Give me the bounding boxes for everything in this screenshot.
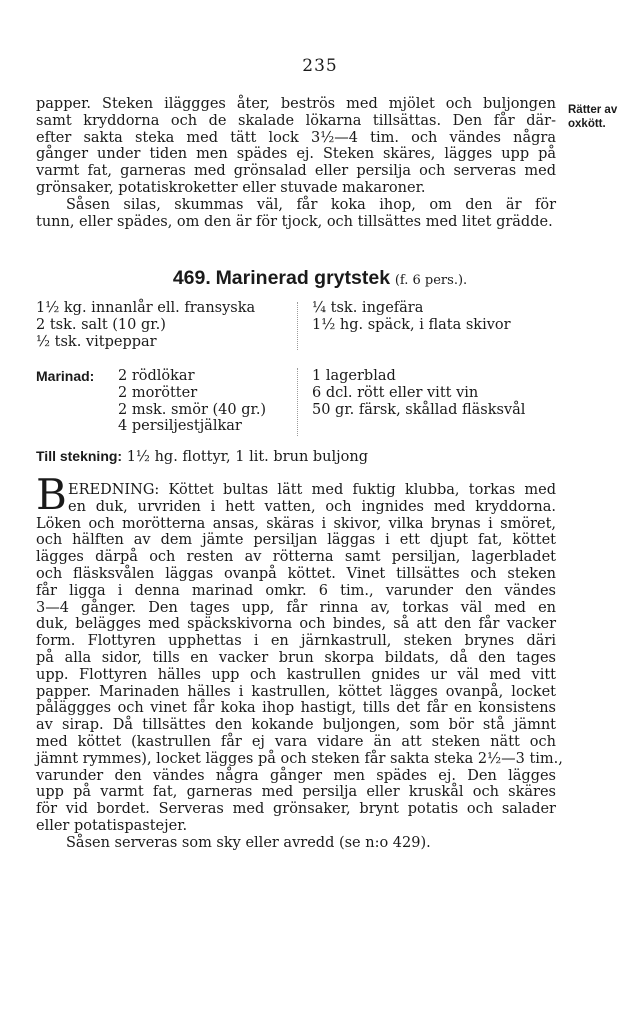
frying-text: 1½ hg. flottyr, 1 lit. brun buljong xyxy=(126,449,368,465)
text-line: duk, belägges med späckskivorna och bindes, så att den får vacker xyxy=(36,616,556,633)
ingredient: 4 persiljestjälkar xyxy=(118,418,242,435)
text-line: får ligga i denna marinad omkr. 6 tim., varunder den vändes xyxy=(36,582,556,599)
text-line: papper. Steken iläggges åter, beströs med mjölet och buljongen xyxy=(36,96,556,112)
text-line: med köttet (kastrullen får ej vara vidare än att steken nätt och xyxy=(36,733,556,750)
text-line: och hälften av dem jämte persiljan läggas i ett djupt fat, köttet xyxy=(36,532,556,549)
recipe-title xyxy=(0,267,640,290)
ingredient: 6 dcl. rött eller vitt vin xyxy=(312,384,479,401)
text-line: eller potatispastejer. xyxy=(36,817,188,834)
method-paragraph xyxy=(36,482,563,852)
marinade-left xyxy=(118,368,266,435)
ingredient: 1½ hg. späck, i flata skivor xyxy=(312,316,511,333)
text-line: Löken och morötterna ansas, skäras i skivor, vilka brynas i smöret, xyxy=(36,515,556,532)
text-line: jämnt rymmes), locket lägges på och steken får sakta steka 2½—3 tim., xyxy=(36,750,563,767)
ingredient: ½ tsk. vitpeppar xyxy=(36,333,157,350)
frying-label: Till stekning: xyxy=(36,448,123,464)
recipe-number: 469. xyxy=(172,267,211,289)
margin-note-line: Rätter av xyxy=(568,104,618,116)
text-line: varmt fat, garneras med grönsalad eller persilja och serveras med xyxy=(36,163,556,180)
drop-cap: B xyxy=(36,470,67,519)
column-divider xyxy=(297,302,298,350)
ingredient: 1½ kg. innanlår ell. fransyska xyxy=(36,300,256,316)
ingredient: 2 rödlökar xyxy=(118,368,195,384)
recipe-name: Marinerad grytstek xyxy=(215,267,391,289)
text-line: för vid bordet. Serveras med grönsaker, brynt potatis och salader xyxy=(36,801,556,818)
text-line: upp. Flottyren hälles upp och kastrullen gnides ur väl med vitt xyxy=(36,666,556,683)
closing-line: Såsen serveras som sky eller avredd (se n:o 429). xyxy=(66,834,431,851)
text-line: tunn, eller spädes, om den är för tjock, och tillsättes med litet grädde. xyxy=(36,213,553,230)
text-line: efter sakta steka med tätt lock 3½—4 tim. och vändes några xyxy=(36,129,556,146)
text-line: samt kryddorna och de skalade lökarna tillsättas. Den får där- xyxy=(36,112,556,129)
text-line: Såsen silas, skummas väl, får koka ihop, om den är för xyxy=(66,196,556,213)
text-line: av sirap. Då tillsättes den kokande buljongen, som bör stå jämnt xyxy=(36,717,556,734)
ingredient: 50 gr. färsk, skållad fläsksvål xyxy=(312,401,526,418)
text-line: påläggges och vinet får koka ihop hastigt, tills det får en konsistens xyxy=(36,700,556,717)
intro-paragraph xyxy=(36,96,556,230)
marinade-label: Marinad: xyxy=(36,368,95,384)
ingredient: ¼ tsk. ingefära xyxy=(312,300,424,316)
text-line: 3—4 gånger. Den tages upp, får rinna av, torkas väl med en xyxy=(36,599,556,616)
text-line: på alla sidor, tills en vacker brun skorpa bildats, då den tages xyxy=(36,649,556,666)
text-line: gånger under tiden men spädes ej. Steken skäres, lägges upp på xyxy=(36,146,556,163)
ingredients-left xyxy=(36,300,255,350)
text-line: form. Flottyren upphettas i en järnkastrull, steken brynes däri xyxy=(36,633,556,650)
text-line: varunder den vändes några gånger men spädes ej. Den lägges xyxy=(36,767,556,784)
margin-note-line: oxkött. xyxy=(568,118,606,130)
text-line: EREDNING: Köttet bultas lätt med fuktig klubba, torkas med xyxy=(68,482,556,498)
ingredients-right xyxy=(312,300,511,334)
text-line: upp på varmt fat, garneras med persilja eller kruskål och skäres xyxy=(36,784,556,801)
text-line: en duk, urvriden i hett vatten, och ingnides med kryddorna. xyxy=(68,498,556,515)
ingredient: 2 msk. smör (40 gr.) xyxy=(118,401,267,418)
ingredient: 1 lagerblad xyxy=(312,368,396,384)
text-line: grönsaker, potatiskroketter eller stuvade makaroner. xyxy=(36,179,426,196)
text-line: och fläsksvålen läggas ovanpå köttet. Vinet tillsättes och steken xyxy=(36,565,556,582)
frying-line xyxy=(36,448,368,466)
column-divider xyxy=(297,368,298,436)
margin-note xyxy=(568,103,638,131)
recipe-servings: (f. 6 pers.). xyxy=(394,273,468,288)
ingredient: 2 tsk. salt (10 gr.) xyxy=(36,316,166,333)
ingredient: 2 morötter xyxy=(118,384,198,401)
text-line: papper. Marinaden hälles i kastrullen, köttet lägges ovanpå, locket xyxy=(36,683,556,700)
page-number: 235 xyxy=(302,56,338,76)
text-line: lägges därpå och resten av rötterna samt persiljan, lagerbladet xyxy=(36,549,556,566)
marinade-right xyxy=(312,368,525,418)
